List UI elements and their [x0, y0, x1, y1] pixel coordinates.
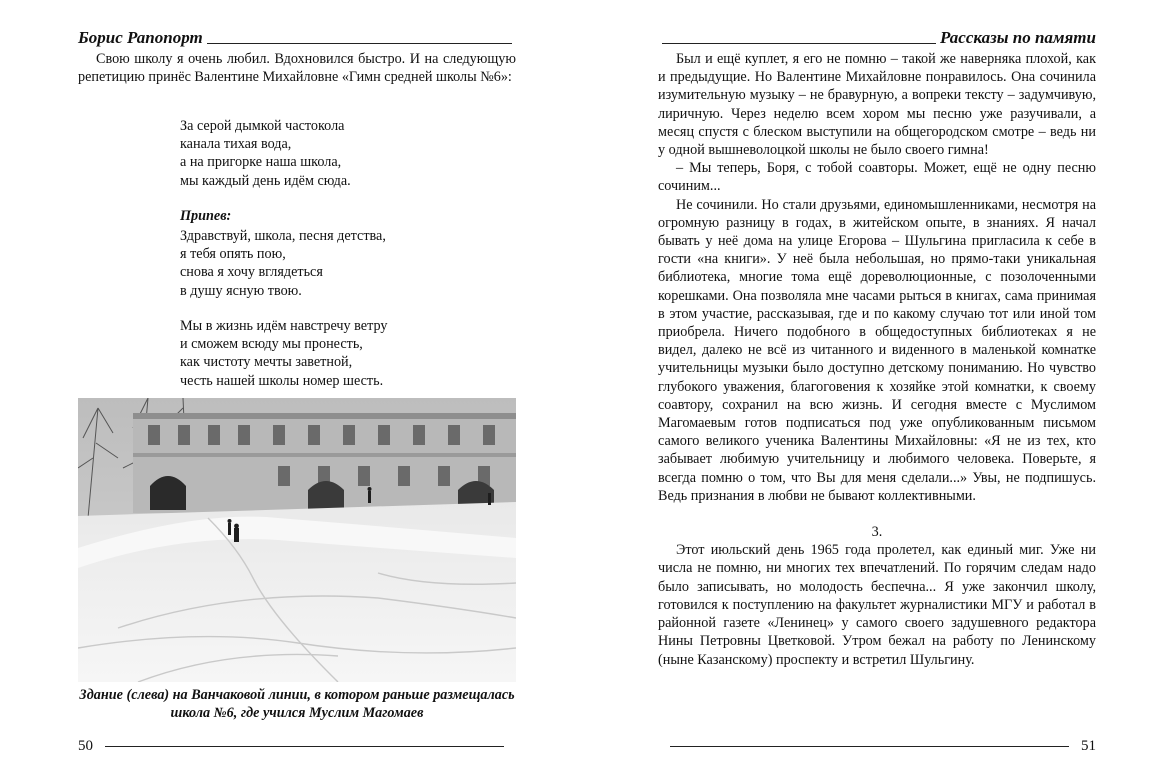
- poem-stanza-3: Мы в жизнь идём навстречу ветру и сможем всюду мы пронесть, как чистоту мечты заветной, честь нашей школы номер шесть.: [180, 318, 388, 389]
- photo-caption: Здание (слева) на Ванчаковой линии, в котором раньше размещалась школа №6, где учился Муслим Магомаев: [79, 687, 515, 722]
- right-page: [580, 0, 1160, 766]
- paragraph: Не сочинили. Но стали друзьями, единомышленниками, несмотря на огромную разницу в годах, в житейском опыте, в знаниях. Я начал бывать у неё дома на улице Егорова – Шульгина пригласила к себе в гости «на книги». У неё была небольшая, но прямо-таки уникальная библиотека, многие тома ещё дореволюционные, с позолоченными корешками. Она позволяла мне часами рыться в книгах, сама принимая в этом участие, рассказывая, где и по какому случаю тот или иной том приобрела. Ничего подобного в общедоступных библиотеках я не видел, далеко не всё из читанного и виденного в маленькой комнатке учительницы музыки было доступно детскому пониманию. Но чувство глубокого уважения, благоговения к хозяйке этой комнатки, к своему соавтору, сохранил на всю жизнь. И сегодня вместе с Муслимом Магомаевым готов подписаться под уже опубликованным письмом самого великого ученика Валентины Михайловны: «Я не из тех, кто забывает любимую учительницу и любимого человека. Поверьте, я всегда помню о том, что Вы для меня сделали...» Увы, не подпишусь. Ведь признания в любви не бывают коллективными.: [658, 196, 1096, 504]
- paragraph: Этот июльский день 1965 года пролетел, как единый миг. Уже ни числа не помню, ни многих тех впечатлений. По горячим следам надо было записывать, но молодость беспечна... Я уже закончил школу, готовился к поступлению на факультет журналистики МГУ и работал в районной газете «Ленинец» у самого своего задушевного редактора Нины Петровны Цветковой. Утром бежал на работу по Ленинскому (ныне Казанскому) проспекту и встретил Шульгину.: [658, 542, 1096, 668]
- section-number: 3.: [871, 524, 883, 541]
- paragraph: – Мы теперь, Боря, с тобой соавторы. Может, ещё не одну песню сочиним...: [658, 160, 1096, 195]
- running-head-title: [658, 28, 1096, 48]
- author-name: Борис Рапопорт: [78, 28, 203, 47]
- header-rule: [662, 43, 936, 44]
- poem-stanza-2: Здравствуй, школа, песня детства, я тебя опять пою, снова я хочу вглядеться в душу ясную твою.: [180, 228, 386, 299]
- school-building-photo: [78, 398, 516, 682]
- book-title: Рассказы по памяти: [940, 28, 1096, 47]
- page-number: 51: [1081, 738, 1096, 754]
- photo-illustration: [78, 398, 516, 682]
- page-number: 50: [78, 738, 93, 754]
- intro-paragraph: [78, 50, 516, 86]
- footer-rule: [670, 746, 1069, 747]
- paragraph: Был и ещё куплет, я его не помню – такой же наверняка плохой, как и предыдущие. Но Валентине Михайловне понравилось. Она сочинила изумительную музыку – не бравурную, а вопреки тексту – задумчивую, лиричную. Через неделю всем хором мы песню уже разучивали, а месяц спустя с блеском выступили на общегородском смотре – ведь ни у одной вышневолоцкой школы не было своего гимна!: [658, 51, 1096, 159]
- footer-rule: [105, 746, 504, 747]
- right-body-text: [658, 50, 1096, 669]
- footer-left: [78, 738, 516, 755]
- footer-right: [658, 738, 1096, 755]
- running-head-author: [78, 28, 516, 48]
- poem-stanza-1: За серой дымкой частокола канала тихая вода, а на пригорке наша школа, мы каждый день идём сюда.: [180, 118, 351, 189]
- refrain-label: Припев:: [180, 208, 232, 224]
- intro-text: Свою школу я очень любил. Вдохновился быстро. И на следующую репетицию принёс Валентине Михайловне «Гимн средней школы №6»:: [78, 51, 516, 86]
- header-rule: [207, 43, 512, 44]
